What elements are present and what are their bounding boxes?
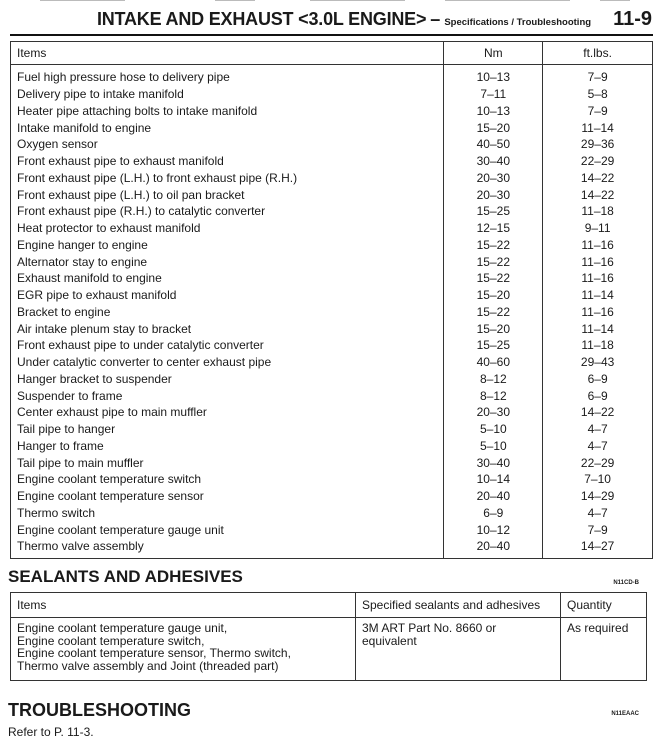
torque-spec-table xyxy=(10,41,653,559)
table-row xyxy=(11,505,653,522)
nm-cell: 10–13 xyxy=(444,65,543,86)
nm-cell: 20–30 xyxy=(444,170,543,187)
nm-cell: 6–9 xyxy=(444,505,543,522)
nm-cell: 15–20 xyxy=(444,287,543,304)
item-cell: Air intake plenum stay to bracket xyxy=(11,320,444,337)
column-header-nm: Nm xyxy=(444,42,543,65)
troubleshooting-code: N11EAAC xyxy=(611,711,639,717)
column-header-items: Items xyxy=(11,42,444,65)
table-row xyxy=(11,287,653,304)
table-row xyxy=(11,387,653,404)
page-title: INTAKE AND EXHAUST <3.0L ENGINE> xyxy=(96,9,427,29)
ftlbs-cell: 14–22 xyxy=(543,404,653,421)
item-cell: Front exhaust pipe (R.H.) to catalytic converter xyxy=(11,203,444,220)
item-cell: Fuel high pressure hose to delivery pipe xyxy=(11,65,444,86)
table-row xyxy=(11,203,653,220)
nm-cell: 8–12 xyxy=(444,371,543,388)
ftlbs-cell: 6–9 xyxy=(543,387,653,404)
nm-cell: 5–10 xyxy=(444,438,543,455)
nm-cell: 15–25 xyxy=(444,337,543,354)
ftlbs-cell: 7–10 xyxy=(543,471,653,488)
item-cell: Tail pipe to hanger xyxy=(11,421,444,438)
sealants-header-row xyxy=(11,593,647,618)
item-cell: Hanger to frame xyxy=(11,438,444,455)
item-cell: EGR pipe to exhaust manifold xyxy=(11,287,444,304)
nm-cell: 7–11 xyxy=(444,86,543,103)
ftlbs-cell: 14–22 xyxy=(543,170,653,187)
table-row xyxy=(11,153,653,170)
table-row xyxy=(11,253,653,270)
ftlbs-cell: 22–29 xyxy=(543,454,653,471)
table-row xyxy=(11,404,653,421)
sealants-item-line: Engine coolant temperature gauge unit, xyxy=(17,621,228,635)
ftlbs-cell: 11–14 xyxy=(543,320,653,337)
item-cell: Exhaust manifold to engine xyxy=(11,270,444,287)
ftlbs-cell: 11–14 xyxy=(543,287,653,304)
item-cell: Heat protector to exhaust manifold xyxy=(11,220,444,237)
nm-cell: 20–30 xyxy=(444,186,543,203)
nm-cell: 20–40 xyxy=(444,538,543,558)
header-rule xyxy=(10,34,653,36)
ftlbs-cell: 11–16 xyxy=(543,304,653,321)
sealants-items-cell xyxy=(11,618,356,681)
nm-cell: 15–22 xyxy=(444,253,543,270)
ftlbs-cell: 14–27 xyxy=(543,538,653,558)
nm-cell: 40–50 xyxy=(444,136,543,153)
ftlbs-cell: 4–7 xyxy=(543,421,653,438)
ftlbs-cell: 22–29 xyxy=(543,153,653,170)
sealants-code: N11CD-B xyxy=(613,580,639,586)
sealants-row xyxy=(11,618,647,681)
item-cell: Engine coolant temperature sensor xyxy=(11,488,444,505)
sealants-item-line: Thermo valve assembly and Joint (threaded part) xyxy=(17,658,279,673)
table-row xyxy=(11,170,653,187)
nm-cell: 5–10 xyxy=(444,421,543,438)
nm-cell: 15–20 xyxy=(444,119,543,136)
ftlbs-cell: 4–7 xyxy=(543,505,653,522)
item-cell: Thermo switch xyxy=(11,505,444,522)
ftlbs-cell: 14–22 xyxy=(543,186,653,203)
table-row xyxy=(11,337,653,354)
sealants-title: SEALANTS AND ADHESIVES xyxy=(8,567,243,586)
nm-cell: 15–22 xyxy=(444,304,543,321)
item-cell: Center exhaust pipe to main muffler xyxy=(11,404,444,421)
table-row xyxy=(11,86,653,103)
item-cell: Engine hanger to engine xyxy=(11,237,444,254)
table-row xyxy=(11,320,653,337)
ftlbs-cell: 7–9 xyxy=(543,521,653,538)
ftlbs-cell: 7–9 xyxy=(543,103,653,120)
nm-cell: 12–15 xyxy=(444,220,543,237)
table-row xyxy=(11,438,653,455)
nm-cell: 10–12 xyxy=(444,521,543,538)
sealants-spec-line: equivalent xyxy=(362,633,417,648)
ftlbs-cell: 14–29 xyxy=(543,488,653,505)
ftlbs-cell: 11–18 xyxy=(543,203,653,220)
table-row xyxy=(11,136,653,153)
table-row xyxy=(11,471,653,488)
table-row xyxy=(11,421,653,438)
table-row xyxy=(11,354,653,371)
sealants-item-line: Engine coolant temperature sensor, Thermo switch, xyxy=(17,646,291,660)
troubleshooting-title: TROUBLESHOOTING xyxy=(8,700,191,720)
ftlbs-cell: 29–36 xyxy=(543,136,653,153)
column-header-ftlbs: ft.lbs. xyxy=(543,42,653,65)
table-row xyxy=(11,371,653,388)
ftlbs-cell: 9–11 xyxy=(543,220,653,237)
sealants-spec-line: 3M ART Part No. 8660 or xyxy=(362,621,497,635)
nm-cell: 15–22 xyxy=(444,270,543,287)
table-row xyxy=(11,103,653,120)
page-top-edge xyxy=(0,0,664,3)
item-cell: Bracket to engine xyxy=(11,304,444,321)
ftlbs-cell: 11–16 xyxy=(543,237,653,254)
item-cell: Engine coolant temperature switch xyxy=(11,471,444,488)
table-row xyxy=(11,538,653,558)
ftlbs-cell: 29–43 xyxy=(543,354,653,371)
ftlbs-cell: 4–7 xyxy=(543,438,653,455)
sealants-column-spec: Specified sealants and adhesives xyxy=(356,593,561,618)
nm-cell: 15–25 xyxy=(444,203,543,220)
table-row xyxy=(11,65,653,86)
table-row xyxy=(11,220,653,237)
item-cell: Heater pipe attaching bolts to intake manifold xyxy=(11,103,444,120)
ftlbs-cell: 7–9 xyxy=(543,65,653,86)
sealants-quantity-cell: As required xyxy=(561,618,647,681)
item-cell: Thermo valve assembly xyxy=(11,538,444,558)
table-row xyxy=(11,186,653,203)
page-number: 11-9 xyxy=(613,8,652,30)
table-header-row xyxy=(11,42,653,65)
ftlbs-cell: 11–16 xyxy=(543,253,653,270)
table-row xyxy=(11,270,653,287)
item-cell: Intake manifold to engine xyxy=(11,119,444,136)
troubleshooting-reference: Refer to P. 11-3. xyxy=(8,725,94,739)
item-cell: Front exhaust pipe to under catalytic converter xyxy=(11,337,444,354)
item-cell: Tail pipe to main muffler xyxy=(11,454,444,471)
table-row xyxy=(11,304,653,321)
sealants-spec-cell xyxy=(356,618,561,681)
item-cell: Under catalytic converter to center exhaust pipe xyxy=(11,354,444,371)
ftlbs-cell: 11–16 xyxy=(543,270,653,287)
nm-cell: 20–30 xyxy=(444,404,543,421)
item-cell: Front exhaust pipe to exhaust manifold xyxy=(11,153,444,170)
table-row xyxy=(11,521,653,538)
item-cell: Suspender to frame xyxy=(11,387,444,404)
nm-cell: 10–13 xyxy=(444,103,543,120)
ftlbs-cell: 11–18 xyxy=(543,337,653,354)
page-header xyxy=(0,8,652,32)
table-row xyxy=(11,488,653,505)
title-dash: – xyxy=(430,9,441,29)
item-cell: Delivery pipe to intake manifold xyxy=(11,86,444,103)
item-cell: Front exhaust pipe (L.H.) to oil pan bracket xyxy=(11,186,444,203)
nm-cell: 30–40 xyxy=(444,454,543,471)
table-row xyxy=(11,454,653,471)
nm-cell: 8–12 xyxy=(444,387,543,404)
sealants-table xyxy=(10,592,647,681)
item-cell: Alternator stay to engine xyxy=(11,253,444,270)
sealants-column-items: Items xyxy=(11,593,356,618)
item-cell: Front exhaust pipe (L.H.) to front exhaust pipe (R.H.) xyxy=(11,170,444,187)
item-cell: Oxygen sensor xyxy=(11,136,444,153)
nm-cell: 30–40 xyxy=(444,153,543,170)
sealants-column-quantity: Quantity xyxy=(561,593,647,618)
item-cell: Engine coolant temperature gauge unit xyxy=(11,521,444,538)
nm-cell: 20–40 xyxy=(444,488,543,505)
item-cell: Hanger bracket to suspender xyxy=(11,371,444,388)
nm-cell: 40–60 xyxy=(444,354,543,371)
nm-cell: 15–22 xyxy=(444,237,543,254)
table-row xyxy=(11,119,653,136)
ftlbs-cell: 11–14 xyxy=(543,119,653,136)
table-row xyxy=(11,237,653,254)
sealants-item-line: Engine coolant temperature switch, xyxy=(17,633,205,648)
ftlbs-cell: 6–9 xyxy=(543,371,653,388)
nm-cell: 10–14 xyxy=(444,471,543,488)
torque-spec-rows xyxy=(11,65,653,559)
ftlbs-cell: 5–8 xyxy=(543,86,653,103)
page-subtitle: Specifications / Troubleshooting xyxy=(444,17,592,28)
nm-cell: 15–20 xyxy=(444,320,543,337)
